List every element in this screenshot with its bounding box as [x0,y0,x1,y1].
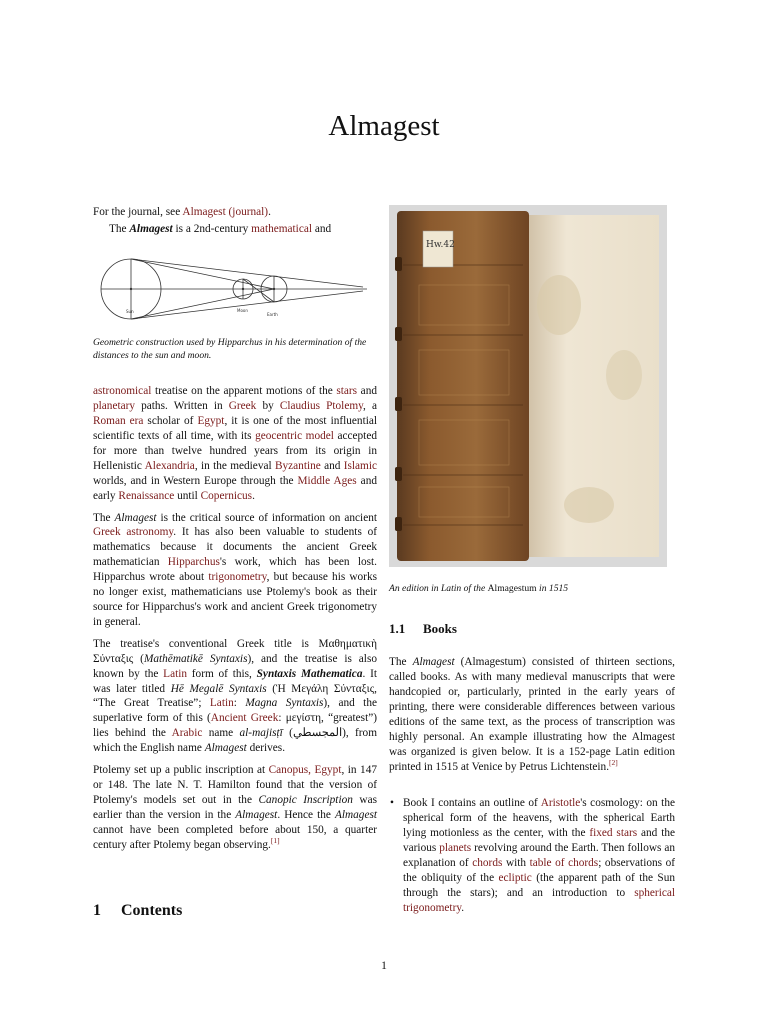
hatnote-suffix: . [268,206,271,218]
text: accepted for more than twelve hundred years from its origin in Hellenistic [93,430,377,472]
text: The [389,656,413,669]
link-islamic[interactable]: Islamic [343,459,377,472]
section-number: 1.1 [389,621,406,637]
text: , in the medieval [194,459,275,472]
term: Almagest [412,656,455,669]
intro-paragraph-continued [93,384,377,503]
text: ), and the treatise is also known by the [93,652,377,680]
text: (المجسطي), from which the English name [93,727,377,755]
link-byzantine[interactable]: Byzantine [274,459,321,472]
text: worlds, and in Western Europe through the [93,474,298,487]
link-claudius-ptolemy[interactable]: Claudius Ptolemy [279,400,364,413]
text: was earlier than the version in the [93,793,377,821]
text: scholar of [143,415,198,428]
link-astronomical[interactable]: astronomical [93,385,152,398]
term: Almagest [334,808,377,821]
text: and the various [403,827,675,855]
text: 's cosmology: on the spherical form of the heavens, with the spherical Earth lying motionless as the center, with the [403,797,675,840]
term-almagest: Almagest [129,222,173,235]
reference-1[interactable]: [1] [270,835,280,845]
section-title: Contents [121,902,183,920]
text: and [357,385,377,398]
link-copernicus[interactable]: Copernicus [200,489,253,502]
link-ecliptic[interactable]: ecliptic [498,872,532,885]
text: , a [363,400,377,413]
text: Ptolemy set up a public inscription at [93,764,269,777]
link-mathematical[interactable]: mathematical [251,222,312,235]
text: form of this, [187,667,257,680]
text: and [320,459,344,472]
list-item [403,796,675,915]
link-spherical-trigonometry[interactable]: spherical trigonometry [403,886,675,914]
book-figure [389,205,675,595]
text: (Ἡ Μεγάλη Σύνταξις, “The Great Treatise”; [93,682,378,710]
text: . It was later titled [93,667,377,695]
book-photo [389,205,667,567]
text: (Almagestum) consisted of thirteen sections, called books. As with many medieval manuscripts that were handcopied or, particularly, printed in the early years of printing, there were considerable differences between various editions of the same text, as the process of transcription was highly personal. An example illustrating how the Almagest was organized is given below. It is a 152-page Latin edition printed in 1515 at Venice by Petrus Lichtenstein. [389,656,675,773]
hatnote-prefix: For the journal, see [93,206,183,218]
section-heading-books [389,621,675,637]
text: derives. [246,742,286,755]
caption-term: Almagestum [487,583,537,594]
text: with [502,857,530,870]
link-stars[interactable]: stars [336,385,358,398]
term: Mathēmatikē Syntaxis [143,652,248,665]
link-arabic[interactable]: Arabic [171,727,203,740]
text: The treatise's conventional Greek title is Μαθηματικὴ Σύνταξις ( [93,637,377,665]
text: . Hence the [277,808,335,821]
link-geocentric-model[interactable]: geocentric model [255,430,334,442]
caption-text: in 1515 [536,583,569,594]
link-alexandria[interactable]: Alexandria [144,459,195,472]
text: ), and the superlative form of this ( [93,697,377,725]
text: name [202,727,240,740]
reference-2[interactable]: [2] [609,757,618,767]
link-renaissance[interactable]: Renaissance [118,489,175,502]
paragraph-canopus [93,763,377,852]
books-list [389,796,675,915]
text: (the apparent path of the Sun through the stars); and an introduction to [403,872,676,899]
term: Almagest [204,742,247,755]
text: . [252,489,255,502]
text: is a 2nd-century [172,222,252,235]
link-planetary[interactable]: planetary [93,400,136,413]
right-column [389,205,675,916]
term: Magna Syntaxis [245,697,324,710]
left-column [93,205,377,920]
hatnote [93,205,377,220]
intro-paragraph-start [93,222,377,237]
link-greek[interactable]: Greek [228,400,257,413]
text: : [233,697,246,710]
link-almagest-journal[interactable]: Almagest (journal) [182,206,269,218]
term: Syntaxis Mathematica [256,667,363,680]
text: The [109,222,130,235]
text: , in 147 or 148. The late N. T. Hamilton found that the version of Ptolemy's models set out in the [93,764,377,806]
text: . It has also been valuable to students of mathematics because it documents the ancient Greek mathematician [93,526,377,569]
link-ancient-greek[interactable]: Ancient Greek [210,712,279,725]
hipparchus-caption: Geometric construction used by Hipparchus in his determination of the distances to the sun and moon. [93,336,367,362]
link-latin-2[interactable]: Latin [209,697,234,710]
diagram-label-sun: Sun [126,308,134,314]
term: al-majisṭī [239,727,283,740]
link-latin[interactable]: Latin [163,667,188,680]
text: and early [93,474,377,502]
paragraph-critical-source [93,511,377,630]
text: The [93,511,115,524]
term-almagest: Almagest [114,511,157,524]
link-planets[interactable]: planets [439,842,472,855]
link-aristotle[interactable]: Aristotle [540,797,581,810]
diagram-label-earth: Earth [267,311,278,317]
link-hipparchus[interactable]: Hipparchus [167,556,220,569]
link-canopus-egypt[interactable]: Canopus, Egypt [268,764,342,777]
text: 's work, which has been lost. Hipparchus wrote about [93,556,377,584]
paragraph-greek-title [93,637,377,756]
hipparchus-figure [93,249,377,362]
text: . [461,901,465,914]
link-middle-ages[interactable]: Middle Ages [297,474,357,487]
link-egypt[interactable]: Egypt [197,415,225,428]
link-fixed-stars[interactable]: fixed stars [589,827,638,840]
paragraph-books [389,655,675,774]
section-title: Books [423,621,457,637]
page-title: Almagest [328,110,440,142]
link-roman-era[interactable]: Roman era [93,415,144,428]
text: Book I contains an outline of [403,797,541,810]
link-chords[interactable]: chords [472,857,503,870]
link-greek-astronomy[interactable]: Greek astronomy [93,526,174,539]
text: cannot have been completed before about 150, a quarter century after Ptolemy began observing. [93,823,377,851]
book-spine-label: Hw.42 [426,240,455,250]
diagram-label-moon: Moon [237,307,248,313]
text: , it is one of the most influential scientific texts of all time, with its [93,415,377,442]
link-table-of-chords[interactable]: table of chords [529,857,599,870]
caption-text: An edition in Latin of the [389,583,488,594]
section-heading-contents [93,902,377,920]
text: : μεγίστη, “greatest”) lies behind the [93,712,377,740]
hipparchus-diagram [93,249,377,327]
text: by [256,400,280,413]
term: Hē Megalē Syntaxis [170,682,267,695]
book-caption [389,582,675,595]
text: , but because his works no longer exist, mathematicians use Ptolemy's book as their source for Hipparchus's work and ancient Greek trigonometry in general. [93,571,377,628]
text: revolving around the Earth. Then follows an explanation of [403,842,675,870]
page-number: 1 [381,960,387,972]
text: and [312,222,332,235]
text: until [174,489,201,502]
text: is the critical source of information on ancient [156,511,377,524]
term: Almagest [235,808,278,821]
text: paths. Written in [135,400,229,413]
term: Canopic Inscription [258,793,353,806]
section-number: 1 [93,902,101,920]
text: ; observations of the obliquity of the [403,857,675,885]
link-trigonometry[interactable]: trigonometry [208,571,267,584]
text: treatise on the apparent motions of the [151,385,337,398]
